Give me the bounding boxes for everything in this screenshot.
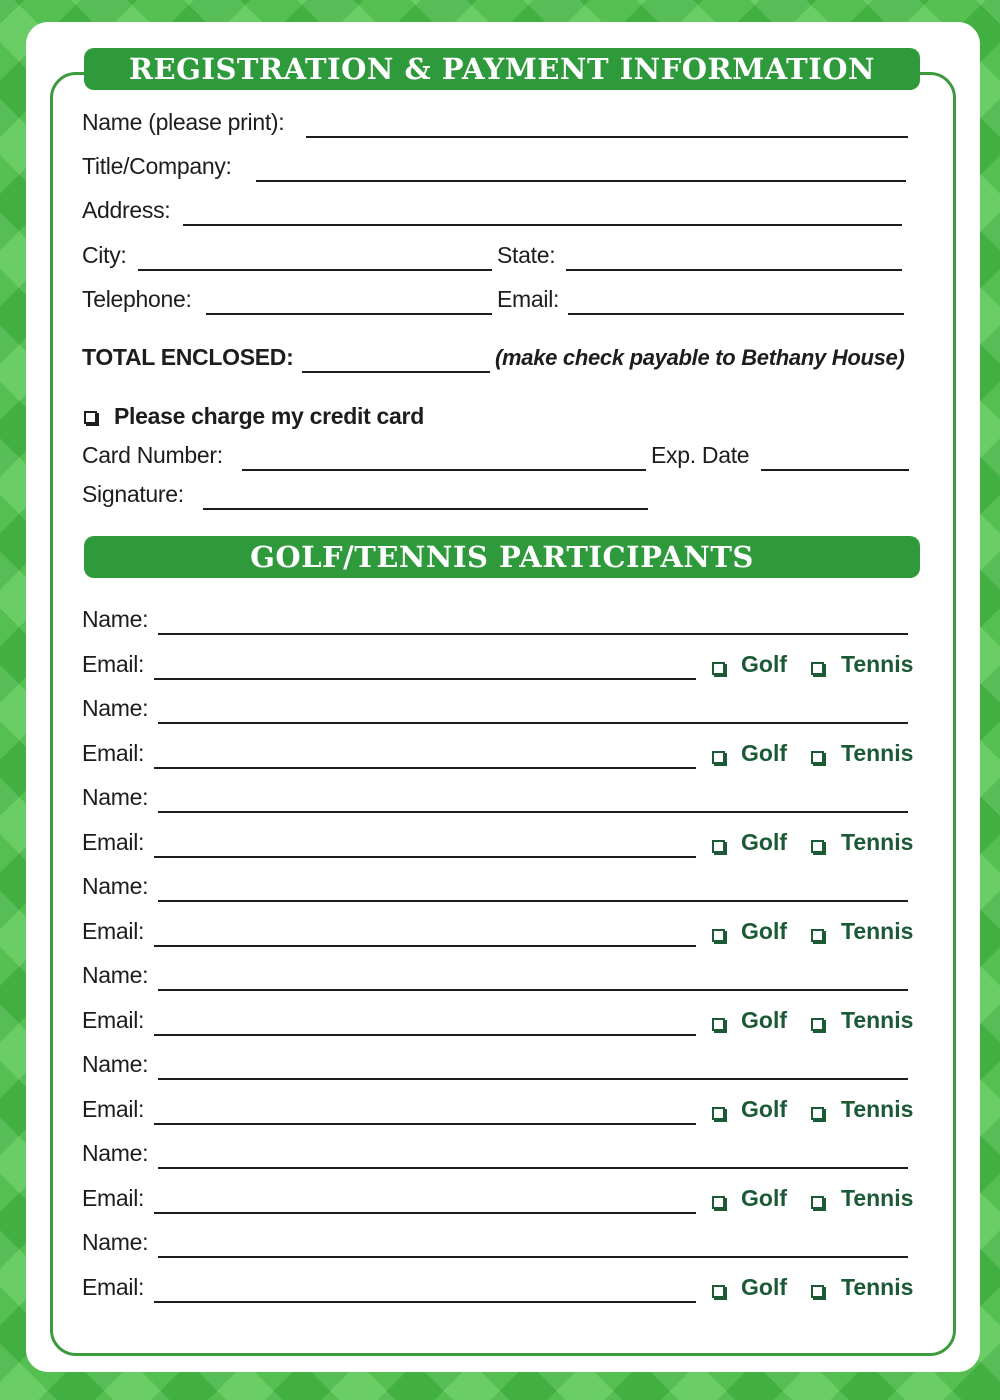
participant-email-field[interactable] <box>154 1301 696 1303</box>
tennis-label: Tennis <box>841 1096 914 1122</box>
participant-email-label: Email: <box>82 740 145 766</box>
golf-label: Golf <box>741 1274 787 1300</box>
participant-email-row <box>82 1184 918 1214</box>
address-label: Address: <box>82 197 171 223</box>
participant-email-row <box>82 1273 918 1303</box>
golf-label: Golf <box>741 1007 787 1033</box>
golf-checkbox[interactable] <box>712 1018 725 1031</box>
participant-email-label: Email: <box>82 829 145 855</box>
golf-checkbox[interactable] <box>712 662 725 675</box>
golf-label: Golf <box>741 918 787 944</box>
state-field[interactable] <box>566 269 902 271</box>
tennis-checkbox[interactable] <box>811 840 824 853</box>
title-company-row <box>82 152 906 182</box>
participants-section-title: GOLF/TENNIS PARTICIPANTS <box>84 536 920 578</box>
tennis-checkbox[interactable] <box>811 751 824 764</box>
card-number-label: Card Number: <box>82 442 223 468</box>
participant-email-label: Email: <box>82 1096 145 1122</box>
tennis-label: Tennis <box>841 1185 914 1211</box>
participant-email-row <box>82 917 918 947</box>
participant-email-label: Email: <box>82 1185 145 1211</box>
participant-name-row <box>82 605 908 635</box>
tennis-checkbox[interactable] <box>811 1107 824 1120</box>
tennis-checkbox[interactable] <box>811 1018 824 1031</box>
credit-card-label: Please charge my credit card <box>114 403 424 429</box>
participant-email-field[interactable] <box>154 1034 696 1036</box>
credit-card-row <box>82 402 482 432</box>
participant-email-row <box>82 828 918 858</box>
tennis-checkbox[interactable] <box>811 1196 824 1209</box>
participant-name-row <box>82 872 908 902</box>
participant-name-field[interactable] <box>158 989 908 991</box>
golf-label: Golf <box>741 651 787 677</box>
exp-date-label: Exp. Date <box>651 442 750 468</box>
name-row <box>82 108 908 138</box>
participant-email-label: Email: <box>82 651 145 677</box>
card-number-field[interactable] <box>242 469 646 471</box>
exp-date-field[interactable] <box>761 469 909 471</box>
participant-email-field[interactable] <box>154 1123 696 1125</box>
city-state-row <box>82 241 902 271</box>
telephone-email-row <box>82 285 904 315</box>
total-enclosed-label: TOTAL ENCLOSED: <box>82 344 294 370</box>
participant-name-label: Name: <box>82 1140 149 1166</box>
participant-email-row <box>82 650 918 680</box>
participant-name-row <box>82 694 908 724</box>
participant-name-field[interactable] <box>158 811 908 813</box>
participant-name-label: Name: <box>82 695 149 721</box>
address-field[interactable] <box>183 224 902 226</box>
signature-row <box>82 480 648 510</box>
signature-field[interactable] <box>203 508 648 510</box>
golf-label: Golf <box>741 829 787 855</box>
participant-name-label: Name: <box>82 1051 149 1077</box>
email-label: Email: <box>497 286 560 312</box>
tennis-label: Tennis <box>841 918 914 944</box>
golf-checkbox[interactable] <box>712 751 725 764</box>
participant-email-field[interactable] <box>154 856 696 858</box>
telephone-label: Telephone: <box>82 286 192 312</box>
participant-name-field[interactable] <box>158 633 908 635</box>
participant-email-field[interactable] <box>154 1212 696 1214</box>
golf-label: Golf <box>741 1185 787 1211</box>
tennis-checkbox[interactable] <box>811 1285 824 1298</box>
golf-checkbox[interactable] <box>712 1107 725 1120</box>
participant-email-label: Email: <box>82 918 145 944</box>
tennis-label: Tennis <box>841 1274 914 1300</box>
participant-email-row <box>82 1006 918 1036</box>
golf-label: Golf <box>741 740 787 766</box>
participant-name-row <box>82 1228 908 1258</box>
golf-checkbox[interactable] <box>712 840 725 853</box>
name-field[interactable] <box>306 136 908 138</box>
telephone-field[interactable] <box>206 313 492 315</box>
signature-label: Signature: <box>82 481 184 507</box>
participant-email-label: Email: <box>82 1274 145 1300</box>
participant-name-label: Name: <box>82 1229 149 1255</box>
tennis-label: Tennis <box>841 740 914 766</box>
golf-label: Golf <box>741 1096 787 1122</box>
participant-name-row <box>82 783 908 813</box>
golf-checkbox[interactable] <box>712 1285 725 1298</box>
participant-name-label: Name: <box>82 606 149 632</box>
total-enclosed-field[interactable] <box>302 371 490 373</box>
participant-name-label: Name: <box>82 873 149 899</box>
participant-email-label: Email: <box>82 1007 145 1033</box>
address-row <box>82 196 902 226</box>
participant-name-row <box>82 961 908 991</box>
card-row <box>82 441 909 471</box>
participant-email-row <box>82 739 918 769</box>
tennis-label: Tennis <box>841 1007 914 1033</box>
city-field[interactable] <box>138 269 492 271</box>
participant-name-row <box>82 1050 908 1080</box>
participant-name-field[interactable] <box>158 722 908 724</box>
participant-email-row <box>82 1095 918 1125</box>
participant-name-field[interactable] <box>158 900 908 902</box>
email-field[interactable] <box>568 313 904 315</box>
participant-name-label: Name: <box>82 962 149 988</box>
check-payable-note: (make check payable to Bethany House) <box>495 345 905 370</box>
participant-name-field[interactable] <box>158 1256 908 1258</box>
participant-name-label: Name: <box>82 784 149 810</box>
participant-name-field[interactable] <box>158 1167 908 1169</box>
tennis-checkbox[interactable] <box>811 929 824 942</box>
participant-email-field[interactable] <box>154 767 696 769</box>
title-company-label: Title/Company: <box>82 153 232 179</box>
registration-section-title: REGISTRATION & PAYMENT INFORMATION <box>84 48 920 90</box>
credit-card-checkbox[interactable] <box>84 411 97 424</box>
city-label: City: <box>82 242 127 268</box>
golf-checkbox[interactable] <box>712 929 725 942</box>
title-company-field[interactable] <box>256 180 906 182</box>
tennis-label: Tennis <box>841 651 914 677</box>
tennis-checkbox[interactable] <box>811 662 824 675</box>
participant-email-field[interactable] <box>154 678 696 680</box>
name-label: Name (please print): <box>82 109 285 135</box>
participant-name-row <box>82 1139 908 1169</box>
participant-name-field[interactable] <box>158 1078 908 1080</box>
total-row <box>82 343 908 373</box>
golf-checkbox[interactable] <box>712 1196 725 1209</box>
participant-email-field[interactable] <box>154 945 696 947</box>
state-label: State: <box>497 242 556 268</box>
tennis-label: Tennis <box>841 829 914 855</box>
